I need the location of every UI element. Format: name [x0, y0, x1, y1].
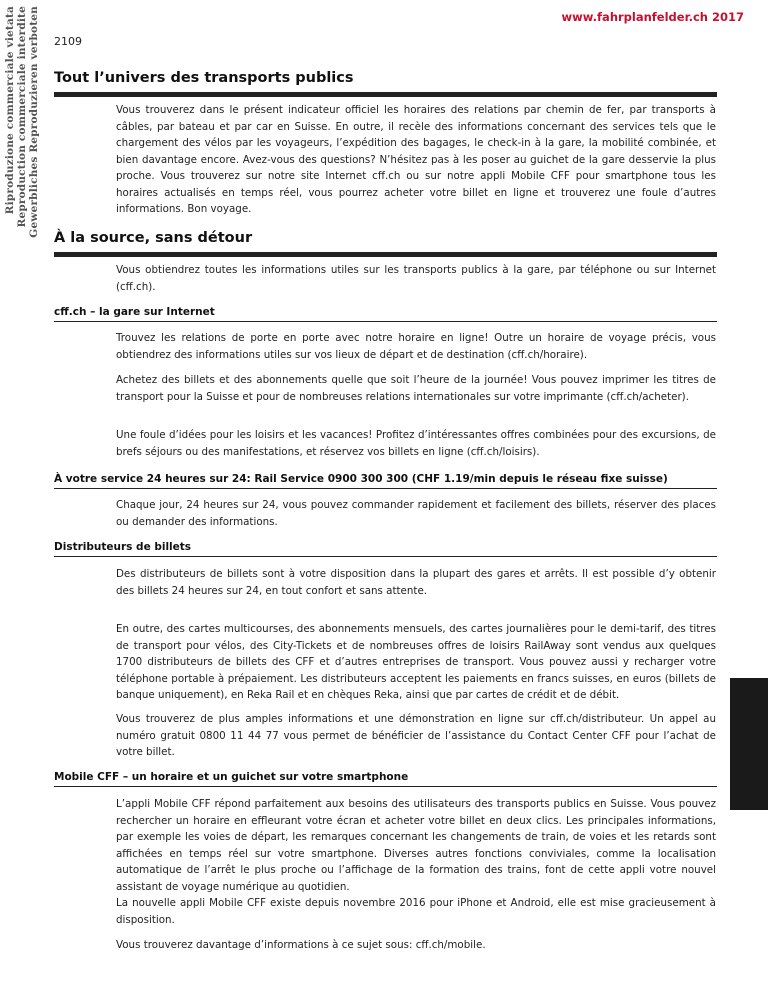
paragraph-mobile-1: L’appli Mobile CFF répond parfaitement aux besoins des utilisateurs des transports publics en Suisse. Vous pouvez rechercher un horaire en effleurant votre écran et acheter votre billet en deux clics. Les principales informations, par exemple les voies de départ, les remarques concernant les changements de train, de voies et les retards sont affichées en temps réel sur votre smartphone. Diverses autres fonctions conviviales, comme la localisation automatique de l’arrêt le plus proche ou l’affichage de la formation des trains, font de cette appli votre nouvel assistant de voyage numérique au quotidien. — [116, 798, 716, 893]
paragraph-distributeurs-2: En outre, des cartes multicourses, des abonnements mensuels, des cartes journalières pour le demi-tarif, des titres de transport pour vélos, des City-Tickets et de nombreuses offres de loisirs RailAway sont vendus aux quelques 1700 distributeurs de billets des CFF et d’autres entreprises de transport. Vous pouvez aussi y recharger votre téléphone portable à prépaiement. Les distributeurs acceptent les paiements en francs suisses, en euros (billets de banque uniquement), en Reka Rail et en chèques Reka, ainsi que par cartes de crédit et de débit. — [116, 623, 716, 701]
site-url: www.fahrplanfelder.ch 2017 — [561, 10, 744, 24]
paragraph-distributeurs-3: Vous trouverez de plus amples informations et une démonstration en ligne sur cff.ch/distributeur. Un appel au numéro gratuit 0800 11 44 77 vous permet de bénéficier de l’assistance du Contact Center CFF pour l’achat de votre billet. — [116, 713, 716, 758]
notice-line-fr: Reproduction commerciale interdite — [16, 6, 28, 228]
paragraph-source-intro: Vous obtiendrez toutes les informations utiles sur les transports publics à la gare, par téléphone ou sur Internet (cff.ch). — [116, 264, 716, 293]
subsection-title-mobile: Mobile CFF – un horaire et un guichet sur votre smartphone — [54, 771, 717, 787]
paragraph-rail-service: Chaque jour, 24 heures sur 24, vous pouvez commander rapidement et facilement des billets, réserver des places ou demander des informations. — [116, 499, 716, 528]
paragraph-cff-1: Trouvez les relations de porte en porte avec notre horaire en ligne! Outre un horaire de voyage précis, vous obtiendrez des informations utiles sur vos lieux de départ et de destination (cff.ch/horaire). — [116, 332, 716, 361]
paragraph-cff-3: Une foule d’idées pour les loisirs et les vacances! Profitez d’intéressantes offres combinées pour des excursions, de brefs séjours ou des manifestations, et réservez vos billets en ligne (cff.ch/loisirs). — [116, 429, 716, 458]
reproduction-notice — [2, 6, 46, 246]
paragraph-distributeurs-1: Des distributeurs de billets sont à votre disposition dans la plupart des gares et arrêts. Il est possible d’y obtenir des billets 24 heures sur 24, en tout confort et sans attente. — [116, 568, 716, 597]
paragraph-mobile-3: Vous trouverez davantage d’informations à ce sujet sous: cff.ch/mobile. — [116, 939, 486, 951]
page-number: 2109 — [54, 35, 82, 48]
paragraph-mobile-2: La nouvelle appli Mobile CFF existe depuis novembre 2016 pour iPhone et Android, elle est mise gracieusement à disposition. — [116, 897, 716, 926]
section-title-source: À la source, sans détour — [54, 230, 717, 257]
notice-line-de: Gewerbliches Reproduzieren verboten — [28, 6, 40, 238]
paragraph-intro: Vous trouverez dans le présent indicateur officiel les horaires des relations par chemin de fer, par transports à câbles, par bateau et par car en Suisse. En outre, il recèle des informations concernant des services tels que le chargement des vélos par les voyageurs, l’expédition des bagages, le check-in à la gare, la mobilité combinée, et bien davantage encore. Avez-vous des questions? N’hésitez pas à les poser au guichet de la gare desservie la plus proche. Vous trouverez sur notre site Internet cff.ch ou sur notre appli Mobile CFF pour smartphone tous les horaires actualisés en temps réel, vous pourrez acheter votre billet en ligne et trouverez une foule d’autres informations. Bon voyage. — [116, 104, 716, 215]
subsection-title-cff: cff.ch – la gare sur Internet — [54, 306, 717, 322]
subsection-title-rail-service: À votre service 24 heures sur 24: Rail Service 0900 300 300 (CHF 1.19/min depuis le réseau fixe suisse) — [54, 473, 717, 489]
subsection-title-distributeurs: Distributeurs de billets — [54, 541, 717, 557]
section-title-transports: Tout l’univers des transports publics — [54, 70, 717, 97]
notice-line-it: Riproduzione commerciale vietata — [4, 6, 16, 215]
chapter-tab-marker — [730, 678, 768, 810]
paragraph-cff-2: Achetez des billets et des abonnements quelle que soit l’heure de la journée! Vous pouvez imprimer les titres de transport pour la Suisse et pour de nombreuses relations internationales sur votre imprimante (cff.ch/acheter). — [116, 374, 716, 403]
